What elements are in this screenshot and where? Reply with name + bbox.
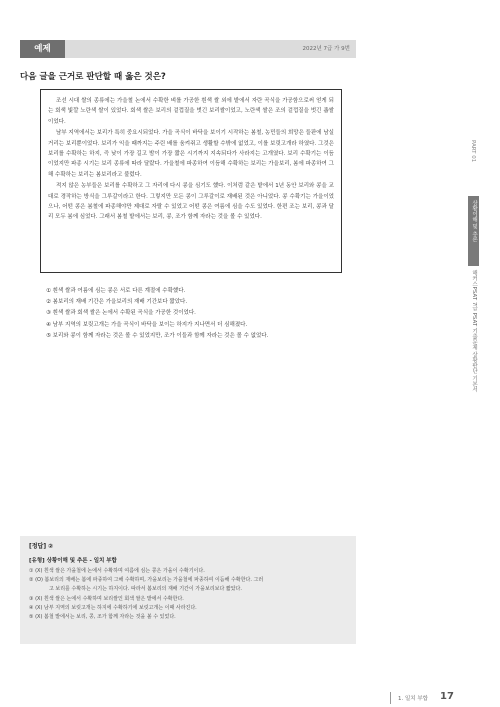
example-source: 2022년 7급 가 9번 [302, 46, 350, 52]
explanation-line: ④ (X) 남부 지역의 보릿고개는 하지에 수확하기에 보릿고개는 이때 사라진다. [29, 604, 197, 611]
answer-title: [정답] ② [29, 543, 54, 550]
choice-5[interactable]: ⑤ 보리와 콩이 함께 자라는 것은 볼 수 있었지만, 조가 이들과 함께 자라는 것은 볼 수 없었다. [46, 332, 269, 339]
example-label: 예제 [20, 40, 65, 58]
side-book-title: 해커스PSAT 7급 PSAT 기출문제 상황판단 기본서 [471, 270, 477, 392]
choice-4[interactable]: ④ 남부 지역의 보릿고개는 가을 곡식이 바닥을 보이는 하지가 지나면서 더 심해졌다. [46, 321, 248, 328]
passage-paragraph: 조선 시대 쌀의 종류에는 가을철 논에서 수확한 벼를 가공한 흰색 쌀 외에 밭에서 자란 곡식을 가공함으로써 얻게 되는 회색 빛깔 노란색 쌀이 있었다. 회색 쌀은 보리의 겉껍질을 벗긴 보리쌀이었고, 노란색 쌀은 조의 겉껍질을 벗긴 좁쌀이었다. [48, 98, 334, 125]
explanation-line: ① (X) 흰색 쌀은 가을철에 논에서 수확하며 여름에 심는 콩은 가을이 수확기이다. [29, 568, 205, 574]
example-header-bar [20, 40, 356, 58]
side-part-label: PART 01 [470, 140, 476, 163]
explanation-line: ② (O) 봄보리의 재배는 봄에 파종하여 그해 수확하며, 가을보리는 가을철에 파종하여 이듬해 수확한다. 그러 [29, 577, 264, 584]
choice-3[interactable]: ③ 흰색 쌀과 회색 쌀은 논에서 수확된 곡식을 가공한 것이었다. [46, 310, 196, 317]
explanation-line: ⑤ (X) 봄철 밭에서는 보리, 콩, 조가 함께 자라는 것을 볼 수 있었다. [29, 614, 176, 621]
answer-box [20, 536, 356, 644]
passage-paragraph: 남부 지역에서는 보리가 특히 중요시되었다. 가을 곡식이 바닥을 보이기 시작하는 봄철, 농민들의 희망은 들판에 남실거리는 보리뿐이었다. 보리가 익을 때까지는 주린 배를 움켜쥐고 생활할 수밖에 없었고, 이를 보릿고개라 하였다. 그것은 보리를 수확하는 하지, 즉 낮이 가장 길고 밤이 가장 짧은 시기까지 지속되다가 사라지는 고개였다. 보리 수확기는 이듬이었지만 파종 시기는 보리 종류에 따라 달랐다. 가을철에 파종하여 이듬해 수확하는 보리는 가을보리, 봄에 파종하여 그해 수확하는 보리는 봄보리라고 불렀다. [48, 130, 334, 178]
choice-list [46, 286, 346, 342]
footer-section-label: 1. 일치 부합 [398, 696, 428, 702]
choice-2[interactable]: ② 봄보리의 재배 기간은 가을보리의 재배 기간보다 짧았다. [46, 299, 188, 306]
passage-box [40, 89, 342, 273]
question-text: 다음 글을 근거로 판단할 때 옳은 것은? [20, 72, 166, 82]
answer-type: [유형] 상황이해 및 추론 - 일치 부합 [29, 558, 117, 564]
choice-1[interactable]: ① 흰색 쌀과 여름에 심는 콩은 서로 다른 계절에 수확했다. [46, 288, 186, 294]
explanation-line: ③ (X) 흰색 쌀은 논에서 수확하며 보리쌀인 회색 쌀은 밭에서 수확한다. [29, 595, 184, 602]
passage-paragraph: 적지 않은 농부들은 보리를 수확하고 그 자리에 다시 콩을 심기도 했다. 이처럼 같은 밭에서 1년 동안 보리와 콩을 교대로 경작하는 방식을 그루갈이라고 한다. 그렇지만 모든 콩이 그루갈이로 재배된 것은 아니었다. 콩 수확기는 가을이었으나, 어떤 콩은 봄철에 파종해야만 제대로 자랄 수 있었고 어떤 콩은 여름에 심을 수도 있었다. 한편 조는 보리, 콩과 달리 모두 봄에 심었다. 그래서 봄철 밭에서는 보리, 콩, 조가 함께 자라는 것을 볼 수 있었다. [48, 183, 334, 221]
side-chapter-label: 상황이해 및 추론 [471, 200, 477, 242]
footer-divider [390, 692, 391, 704]
explanation-line: 고 보리를 수확하는 시기는 하지이다. 따라서 봄보리의 재배 기간이 가을보리보다 짧았다. [49, 586, 242, 593]
page-footer [390, 692, 460, 704]
page-number: 17 [440, 691, 454, 702]
